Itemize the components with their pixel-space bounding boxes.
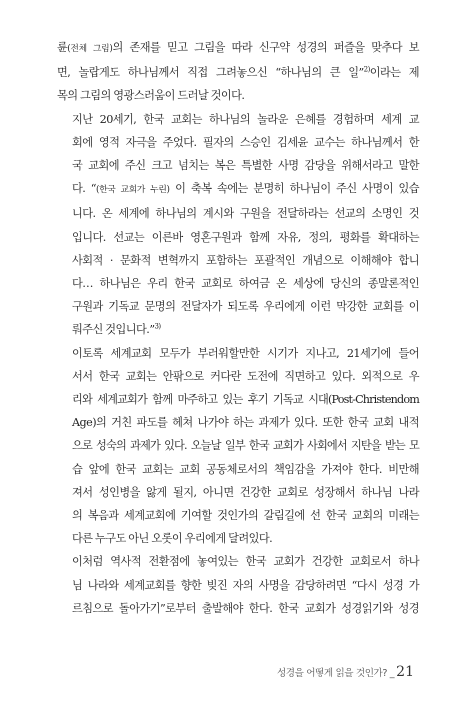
text-line: 회에 영적 자극을 주었다. 필자의 스승인 김세윤 교수는 하나님께서 한 <box>72 135 419 149</box>
text-line: 으로 성숙의 과제가 있다. 오늘날 일부 한국 교회가 사회에서 지탄을 받는 모 <box>72 439 419 453</box>
text-line: 사회적 · 문화적 변혁까지 포함하는 포괄적인 개념으로 이해해야 합니 <box>72 253 419 267</box>
text-line: 륜(전체 그림)의 존재를 믿고 그림을 따라 신구약 성경의 퍼즐을 맞추다 보 <box>57 41 419 54</box>
text-line: 다른 누구도 아닌 오롯이 우리에게 달려있다. <box>72 532 273 546</box>
paragraph-4 <box>57 550 419 620</box>
footnote-ref: 3) <box>154 322 161 331</box>
text-line: 국 교회에 주신 크고 넘치는 복은 특별한 사명 감당을 위해서라고 말한 <box>72 159 419 173</box>
paragraph-1 <box>57 36 419 108</box>
text-line: 구원과 기독교 문명의 전달자가 되도록 우리에게 이런 막강한 교회를 이 <box>72 300 419 314</box>
text-line: 의 복음과 세계교회에 기여할 것인가의 갈림길에 선 한국 교회의 미래는 <box>72 509 419 523</box>
text-line: 지난 20세기, 한국 교회는 하나님의 놀라운 은혜를 경험하며 세계 교 <box>72 112 419 126</box>
running-title: 성경을 어떻게 읽을 것인가? _ <box>276 668 395 679</box>
text-line: 습 앞에 한국 교회는 교회 공동체로서의 책임감을 가져야 한다. 비만해 <box>72 462 419 476</box>
paragraph-3 <box>57 342 419 551</box>
text-line: 면, 놀랍게도 하나님께서 직접 그려놓으신 “하나님의 큰 일”$^{2)}$이라는 제 <box>57 65 419 80</box>
text-line: 져서 성인병을 앓게 될지, 아니면 건강한 교회로 성장해서 하나님 나라 <box>72 485 419 499</box>
text-line: 니다. 온 세계에 하나님의 계시와 구원을 전달하라는 선교의 소명인 것 <box>72 207 419 221</box>
body-text <box>57 36 419 620</box>
text-line: Age)의 거친 파도를 헤쳐 나가야 하는 과제가 있다. 또한 한국 교회 내적 <box>72 416 419 430</box>
text-line: 이처럼 역사적 전환점에 놓여있는 한국 교회가 건강한 교회로서 하나 <box>72 555 419 569</box>
text-line: 님 나라와 세계교회를 향한 빚진 자의 사명을 감당하려면 “다시 성경 가 <box>72 578 419 592</box>
text-line: 르침으로 돌아가기”로부터 출발해야 한다. 한국 교회가 성경읽기와 성경 <box>72 601 419 615</box>
text-line: 이토록 세계교회 모두가 부러워할만한 시기가 지나고, 21세기에 들어 <box>72 346 419 360</box>
footnote-ref: 2) <box>363 65 370 74</box>
page-number: 21 <box>396 664 414 680</box>
text-line: 입니다. 선교는 이른바 영혼구원과 함께 자유, 정의, 평화를 확대하는 <box>72 230 419 244</box>
text-line: 다… 하나님은 우리 한국 교회로 하여금 온 세상에 당신의 종말론적인 <box>72 277 419 291</box>
text-line: 목의 그림의 영광스러움이 드러날 것이다. <box>57 89 245 103</box>
text-line: 서서 한국 교회는 안팎으로 커다란 도전에 직면하고 있다. 외적으로 우 <box>72 369 419 383</box>
text-line: 리와 세계교회가 함께 마주하고 있는 후기 기독교 시대(Post-Christendom <box>72 393 419 407</box>
text-line: 뤄주신 것입니다.”$^{3)}$ <box>72 322 161 337</box>
text-line: 다. “(한국 교회가 누린) 이 축복 속에는 분명히 하나님이 주신 사명이 있습 <box>72 182 419 196</box>
page-footer <box>277 664 414 680</box>
paragraph-2 <box>57 108 419 342</box>
